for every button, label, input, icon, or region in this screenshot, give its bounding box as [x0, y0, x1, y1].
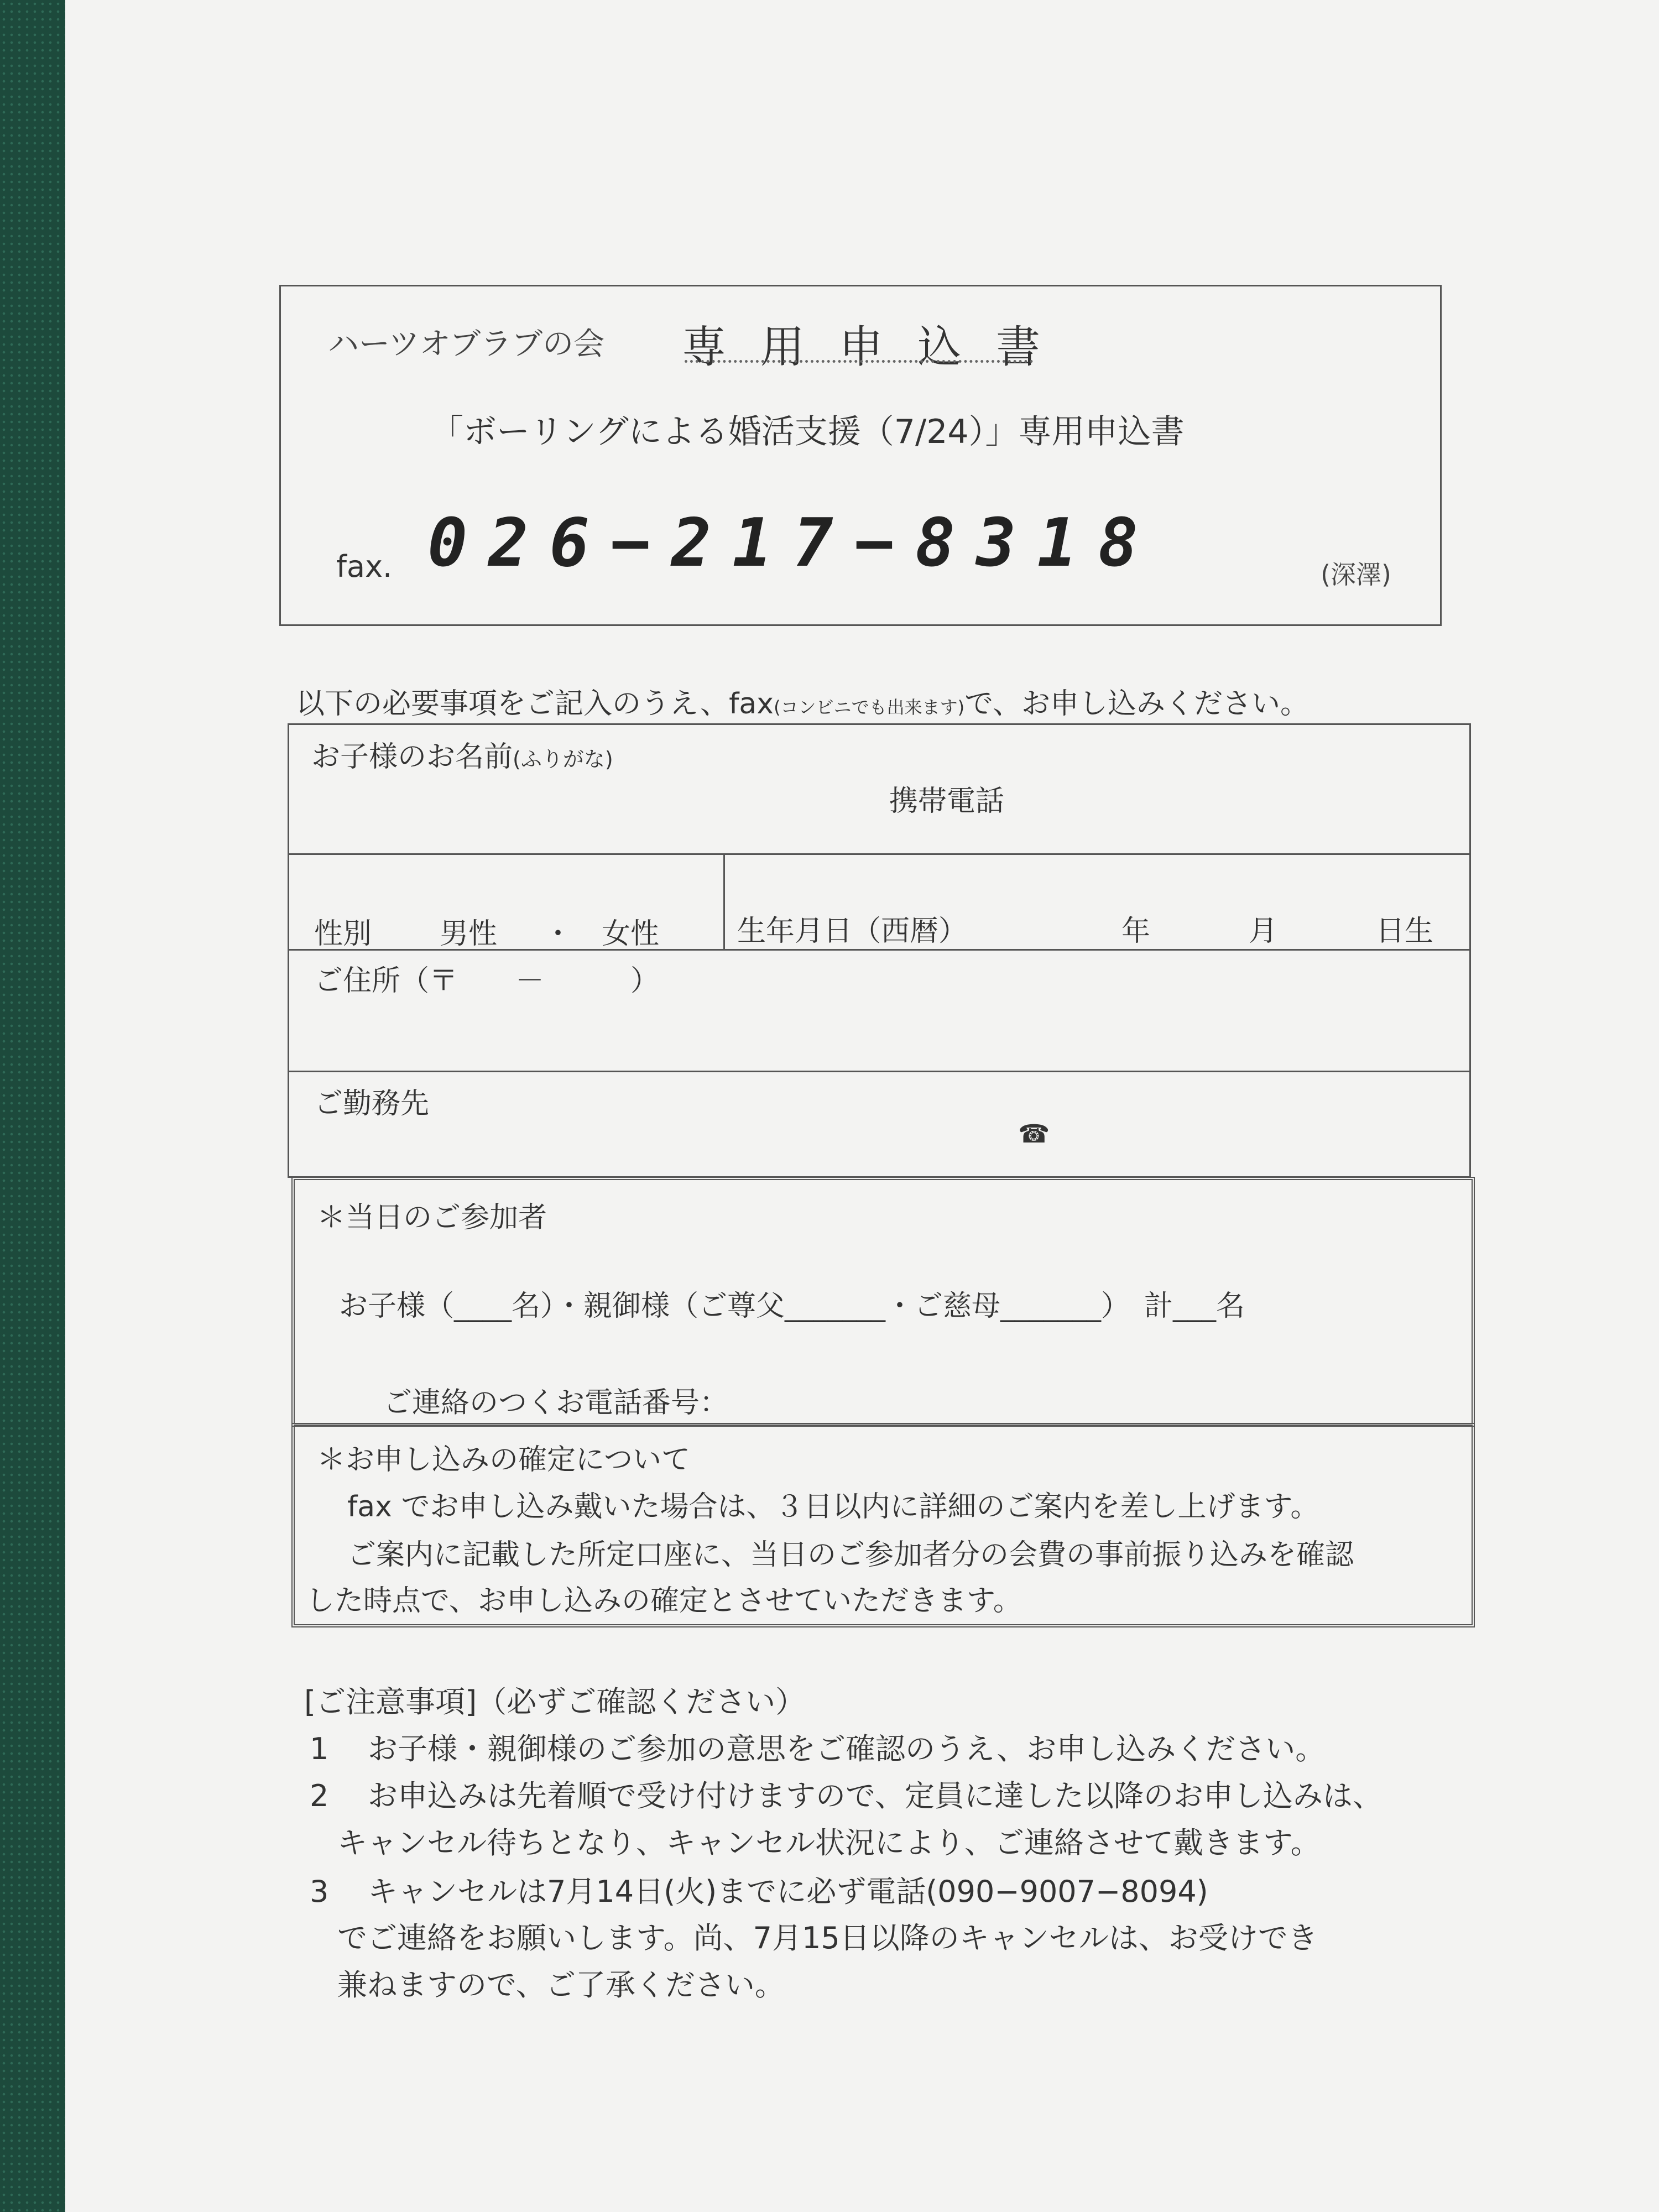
fax-number: 026−217−8318 [427, 505, 1159, 582]
note-number: 2 [310, 1778, 329, 1813]
row-divider [289, 1071, 1469, 1072]
participants-count-line[interactable]: お子様（____名）・親御様（ご尊父_______・ご慈母_______） 計___名 [339, 1290, 1245, 1323]
fax-label: fax. [336, 549, 393, 584]
birth-year-unit: 年 [1121, 915, 1151, 948]
note-number: 3 [310, 1874, 329, 1909]
instruction-before: 以下の必要事項をご記入のうえ、fax [296, 687, 774, 721]
mobile-phone-label: 携帯電話 [889, 785, 1005, 818]
note-continuation: キャンセル待ちとなり、キャンセル状況により、ご連絡させて戴きます。 [337, 1825, 1321, 1860]
note-text: キャンセルは7月14日(火)までに必ず電話(090−9007−8094) [368, 1874, 1208, 1909]
workplace-field[interactable]: ご勤務先 [314, 1087, 430, 1120]
child-name-field[interactable] [311, 733, 613, 775]
title-underline [685, 360, 1033, 363]
instruction-after: で、お申し込みください。 [964, 687, 1310, 721]
application-form [288, 723, 1471, 1178]
event-title: 「ボーリングによる婚活支援（7/24）」専用申込書 [430, 413, 1185, 451]
note-continuation: でご連絡をお願いします。尚、7月15日以降のキャンセルは、お受けでき [337, 1921, 1318, 1955]
phone-icon: ☎ [1018, 1119, 1050, 1149]
desk-background [0, 0, 72, 2212]
gender-label: 性別 [314, 917, 372, 951]
brush-title: 専用申込書 [682, 321, 1074, 373]
fax-owner: (深澤) [1321, 560, 1391, 589]
address-field[interactable]: ご住所（〒 － ） [314, 964, 660, 998]
confirmation-line-2: ご案内に記載した所定口座に、当日のご参加者分の会費の事前振り込みを確認 [347, 1538, 1354, 1572]
gender-male-option[interactable]: 男性 [440, 917, 498, 951]
note-item-2 [310, 1772, 1383, 1815]
note-item-1 [310, 1725, 1325, 1768]
row-divider [289, 853, 1469, 855]
birthdate-label: 生年月日（西暦） [737, 915, 968, 948]
organization-name: ハーツオブラブの会 [328, 326, 605, 362]
note-item-3 [310, 1868, 1208, 1911]
notes-title: [ご注意事項]（必ずご確認ください） [304, 1684, 806, 1719]
participants-title: ＊当日のご参加者 [317, 1201, 547, 1234]
child-name-label: お子様のお名前 [311, 740, 513, 774]
gender-separator: ・ [544, 917, 573, 951]
birth-month-unit: 月 [1249, 915, 1278, 948]
instruction-small: (コンビニでも出来ます) [774, 697, 965, 718]
birth-day-unit: 日生 [1376, 915, 1434, 948]
header-box [279, 285, 1442, 626]
confirmation-title: ＊お申し込みの確定について [317, 1443, 690, 1477]
confirmation-line-1: fax でお申し込み戴いた場合は、３日以内に詳細のご案内を差し上げます。 [347, 1490, 1319, 1524]
note-text: お子様・親御様のご参加の意思をご確認のうえ、お申し込みください。 [368, 1731, 1326, 1766]
note-number: 1 [310, 1731, 329, 1766]
confirmation-box [291, 1423, 1475, 1627]
note-continuation: 兼ねますので、ご了承ください。 [337, 1968, 785, 2002]
participants-box [291, 1177, 1475, 1427]
instruction-text [296, 680, 1309, 722]
gender-female-option[interactable]: 女性 [602, 917, 660, 951]
column-divider [723, 853, 725, 949]
child-name-furigana: (ふりがな) [513, 747, 613, 771]
confirmation-line-3: した時点で、お申し込みの確定とさせていただきます。 [306, 1584, 1022, 1618]
contact-phone-label[interactable]: ご連絡のつくお電話番号： [383, 1386, 729, 1420]
note-text: お申込みは先着順で受け付けますので、定員に達した以降のお申し込みは、 [368, 1778, 1383, 1813]
